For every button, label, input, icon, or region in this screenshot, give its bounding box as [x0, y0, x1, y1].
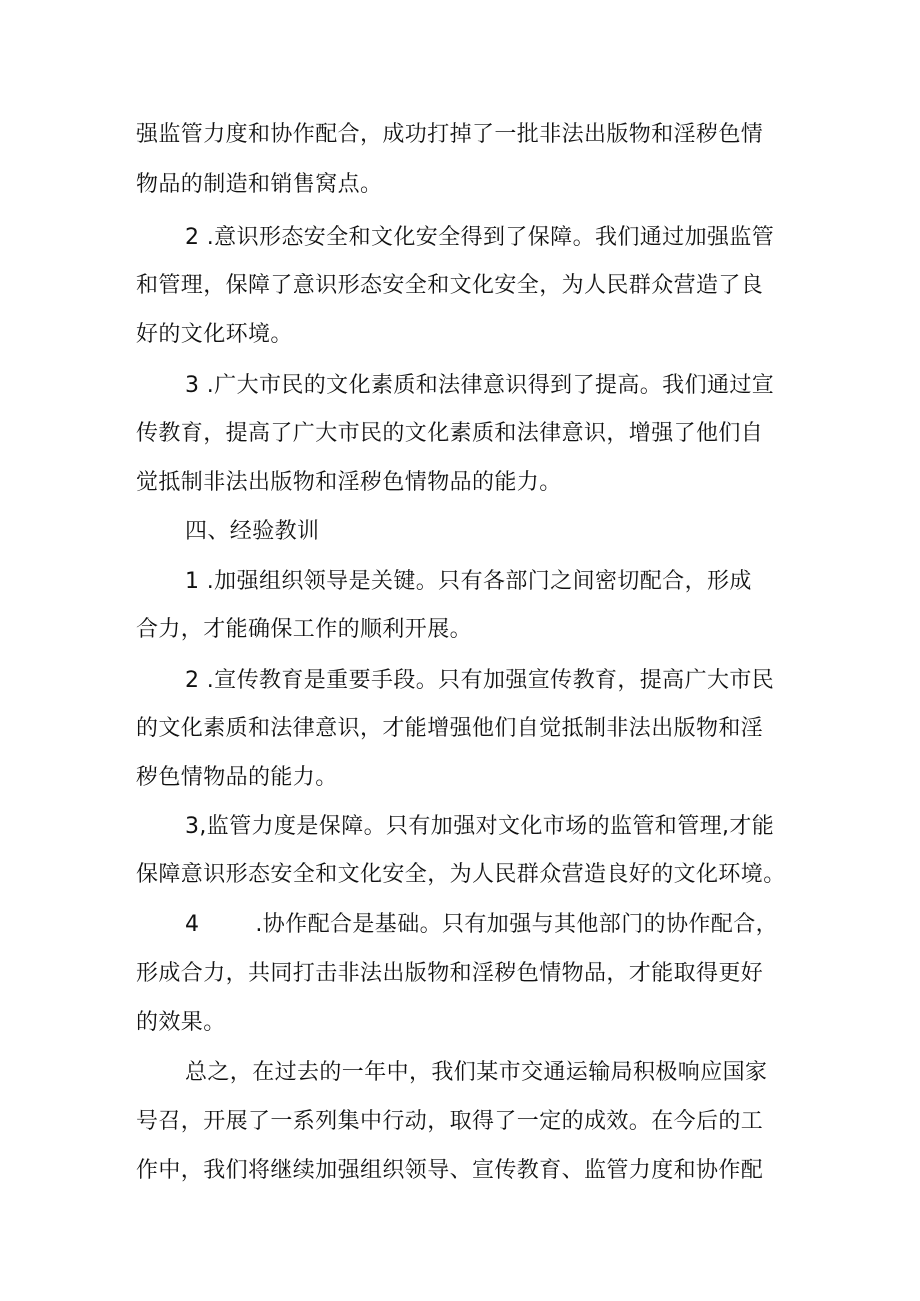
item-2-line-3: 好的文化环境。	[136, 322, 293, 347]
lesson-1-line-1: 1 .加强组织领导是关键。只有各部门之间密切配合，形成	[185, 569, 752, 594]
summary-line-1: 总之，在过去的一年中，我们某市交通运输局积极响应国家	[185, 1060, 768, 1085]
body-line-1: 强监管力度和协作配合，成功打掉了一批非法出版物和淫秽色情	[136, 122, 764, 147]
section-heading-lessons: 四、经验教训	[185, 519, 320, 544]
lesson-3-line-2: 保障意识形态安全和文化安全，为人民群众营造良好的文化环境。	[136, 862, 786, 887]
lesson-4-line-1	[185, 910, 778, 940]
lesson-2-line-1: 2 .宣传教育是重要手段。只有加强宣传教育，提高广大市民	[185, 668, 775, 693]
summary-line-2: 号召，开展了一系列集中行动，取得了一定的成效。在今后的工	[136, 1109, 764, 1134]
item-2-line-2: 和管理，保障了意识形态安全和文化安全，为人民群众营造了良	[136, 273, 764, 298]
lesson-4-line-2: 形成合力，共同打击非法出版物和淫秽色情物品，才能取得更好	[136, 961, 764, 986]
lesson-4-line-3: 的效果。	[136, 1010, 226, 1035]
lesson-4-text: .协作配合是基础。只有加强与其他部门的协作配合，	[255, 912, 779, 937]
item-2-line-1: 2 .意识形态安全和文化安全得到了保障。我们通过加强监管	[185, 225, 775, 250]
item-3-line-3: 觉抵制非法出版物和淫秽色情物品的能力。	[136, 470, 562, 495]
lesson-2-line-3: 秽色情物品的能力。	[136, 765, 338, 790]
item-3-line-2: 传教育，提高了广大市民的文化素质和法律意识，增强了他们自	[136, 421, 764, 446]
summary-line-3: 作中，我们将继续加强组织领导、宣传教育、监管力度和协作配	[136, 1158, 764, 1183]
lesson-2-line-2: 的文化素质和法律意识，才能增强他们自觉抵制非法出版物和淫	[136, 716, 764, 741]
lesson-4-number: 4	[185, 912, 200, 937]
lesson-1-line-2: 合力，才能确保工作的顺利开展。	[136, 617, 473, 642]
item-3-line-1: 3 .广大市民的文化素质和法律意识得到了提高。我们通过宣	[185, 373, 775, 398]
body-line-2: 物品的制造和销售窝点。	[136, 172, 383, 197]
lesson-3-line-1: 3,监管力度是保障。只有加强对文化市场的监管和管理,才能	[185, 814, 775, 839]
